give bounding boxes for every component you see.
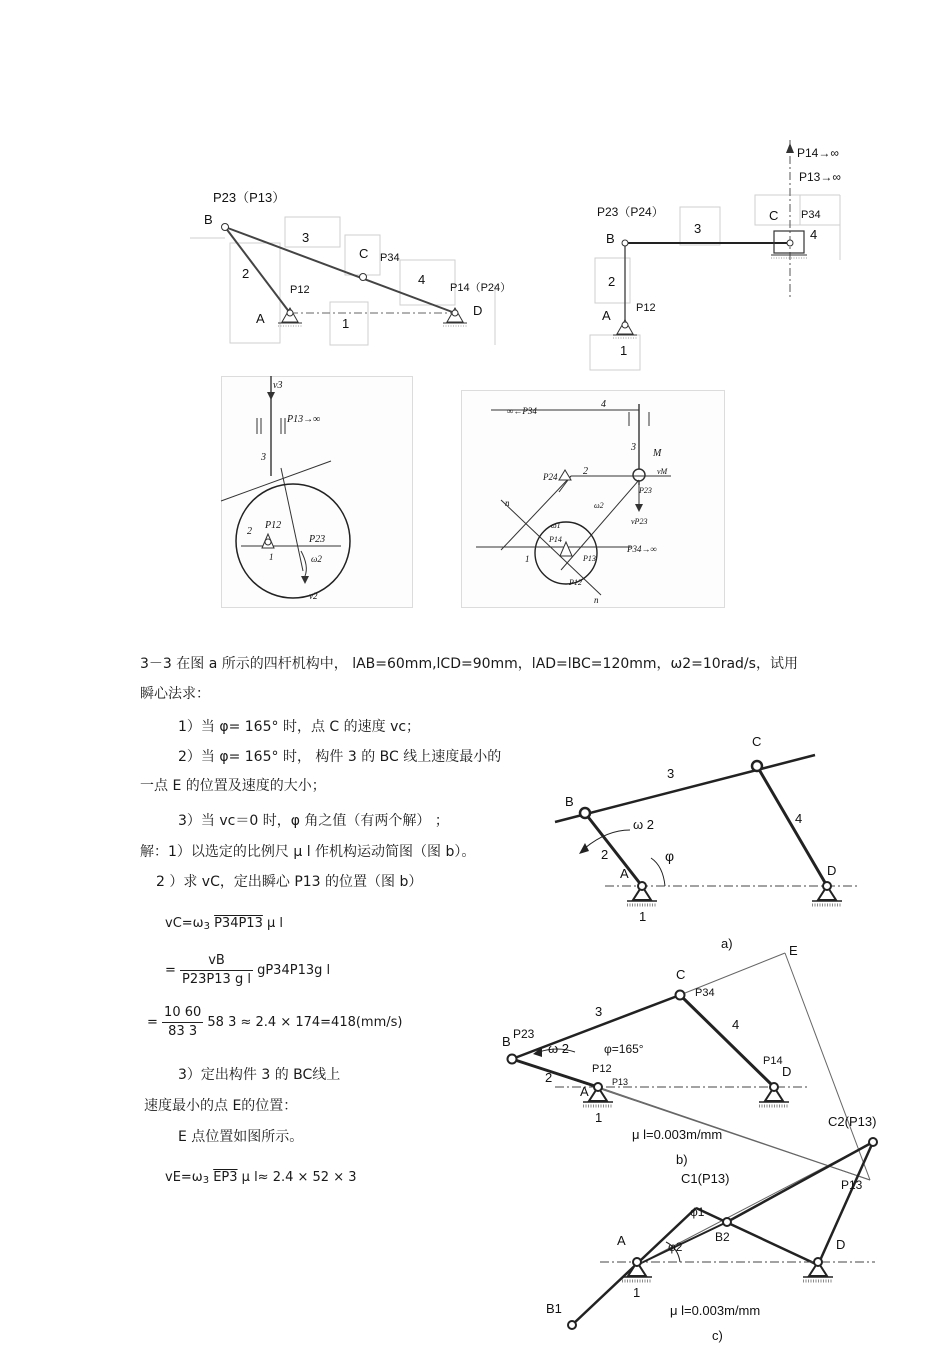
label-p34: P34	[380, 252, 400, 264]
label-phi1: φ1	[690, 1205, 705, 1219]
label-p12: P12	[265, 520, 282, 531]
label-4: 4	[795, 811, 803, 826]
label-3: 3	[667, 766, 675, 781]
label-p13: P13	[612, 1077, 629, 1087]
joint-c	[752, 761, 762, 771]
eq4-sub: 3	[202, 1175, 210, 1186]
label-p14-p24: P14（P24）	[450, 282, 512, 294]
label-a: A	[620, 866, 629, 881]
eq3-eq: =	[147, 1015, 158, 1030]
label-c: C	[359, 246, 369, 261]
label-p12: P12	[636, 302, 656, 314]
link-4	[818, 1142, 873, 1265]
label-b: B	[502, 1034, 511, 1049]
label-4: 4	[810, 227, 818, 242]
caption-c: c)	[712, 1328, 723, 1343]
label-b: B	[606, 231, 615, 246]
label-b1: B1	[546, 1301, 562, 1316]
label-1: 1	[620, 343, 628, 358]
eq2-fraction	[180, 952, 253, 989]
label-p14: P14	[763, 1055, 783, 1067]
eq4-segment: EP3	[213, 1170, 238, 1185]
arrow-down-icon-2	[301, 576, 309, 584]
label-p13: P13	[583, 554, 596, 563]
link-4	[680, 995, 774, 1087]
label-p24: P24	[543, 472, 558, 482]
problem-line-2: 瞬心法求：	[140, 686, 210, 702]
joint-b	[580, 808, 590, 818]
joint-b1	[568, 1321, 576, 1329]
label-1: 1	[269, 552, 274, 562]
joint-c	[676, 991, 685, 1000]
label-2: 2	[242, 266, 250, 281]
label-2: 2	[247, 526, 252, 537]
label-3: 3	[631, 442, 636, 453]
label-p23-p24: P23（P24）	[597, 205, 664, 219]
question-2a: 2）当 φ= 165° 时， 构件 3 的 BC 线上速度最小的	[178, 749, 502, 765]
eq3-den: 83 3	[168, 1024, 198, 1039]
equation-1	[165, 915, 283, 936]
label-1: 1	[595, 1110, 603, 1125]
joint-b	[508, 1055, 517, 1064]
question-1: 1）当 φ= 165° 时，点 C 的速度 vc；	[178, 719, 421, 735]
label-p34-inf-2: P34→∞	[627, 544, 657, 554]
label-omega1: ω1	[551, 521, 561, 530]
label-omega2: ω2	[311, 554, 322, 564]
figure-mechanism	[461, 390, 725, 608]
ground-a	[627, 882, 657, 905]
label-p23: P23	[513, 1027, 535, 1041]
label-p12: P12	[569, 578, 582, 587]
label-d: D	[782, 1064, 792, 1079]
label-4: 4	[601, 399, 606, 410]
label-v2: v2	[309, 591, 318, 601]
question-3: 3）当 vc＝0 时，φ 角之值（有两个解） ；	[178, 813, 449, 829]
label-omega2: ω 2	[633, 817, 654, 832]
label-p23: P23	[309, 534, 326, 545]
pivot-p24	[559, 470, 571, 480]
label-vm: vM	[657, 467, 668, 476]
equation-4	[165, 1169, 357, 1190]
label-m: M	[653, 448, 662, 459]
eq2-den: P23P13 g l	[182, 972, 251, 987]
label-p12: P12	[592, 1063, 612, 1075]
label-scale: μ l=0.003m/mm	[632, 1127, 723, 1142]
link-2	[512, 1059, 598, 1087]
label-boxes	[590, 195, 840, 370]
ground-d	[759, 1083, 789, 1106]
eq2-num: vB	[180, 952, 253, 971]
label-1: 1	[342, 316, 350, 331]
tangent-line	[221, 461, 331, 501]
eq4-rest: μ l≈ 2.4 × 52 × 3	[237, 1170, 357, 1185]
label-d: D	[827, 863, 837, 878]
joint-b	[222, 224, 229, 231]
label-c1-p13: C1(P13)	[681, 1171, 730, 1186]
caption-a: a)	[721, 936, 733, 951]
label-3: 3	[302, 230, 310, 245]
arrow-up-icon	[786, 143, 794, 153]
label-p14: P14	[549, 535, 562, 544]
step-3c: E 点位置如图所示。	[178, 1129, 304, 1145]
label-d: D	[473, 303, 483, 318]
eq2-eq: =	[165, 963, 176, 978]
joint-c	[360, 274, 367, 281]
label-p34: P34	[695, 987, 715, 999]
label-a: A	[602, 308, 611, 323]
eq1-sub: 3	[203, 921, 210, 932]
phi-arc	[651, 858, 665, 886]
label-a: A	[256, 311, 265, 326]
label-p34-inf: ∞←P34	[507, 406, 537, 416]
label-d: D	[836, 1237, 846, 1252]
step-3b: 速度最小的点 E的位置：	[144, 1098, 298, 1114]
label-p13: P13	[841, 1178, 863, 1192]
figure-top-right	[585, 140, 865, 375]
label-phi165: φ=165°	[604, 1042, 644, 1056]
label-p13-inf: P13→∞	[799, 170, 841, 184]
label-4: 4	[418, 272, 426, 287]
label-1: 1	[639, 909, 647, 924]
arrow-down-icon	[635, 504, 643, 512]
figure-top-left	[180, 180, 530, 350]
label-phi2: φ2	[668, 1240, 683, 1254]
label-e: E	[789, 943, 798, 958]
label-2: 2	[545, 1070, 553, 1085]
label-vp23: vP23	[631, 517, 648, 526]
arrow-down-icon	[267, 392, 275, 400]
label-a: A	[580, 1084, 589, 1099]
label-3: 3	[261, 452, 266, 463]
equation-2	[165, 952, 330, 989]
figure-a	[545, 730, 865, 955]
label-p34: P34	[801, 209, 821, 221]
figure-c	[540, 1110, 900, 1345]
label-1: 1	[633, 1285, 641, 1300]
label-b: B	[565, 794, 574, 809]
ground-a	[613, 320, 637, 338]
ground-d	[812, 882, 842, 905]
question-2b: 一点 E 的位置及速度的大小；	[140, 778, 326, 794]
label-p13-inf: P13→∞	[287, 414, 321, 425]
joint-c	[787, 240, 793, 246]
figure-cam	[221, 376, 413, 608]
link-4	[757, 766, 827, 886]
label-omega2: ω 2	[548, 1041, 569, 1056]
label-p14-inf: P14→∞	[797, 146, 839, 160]
eq3-fraction	[162, 1004, 203, 1041]
label-2: 2	[608, 274, 616, 289]
joint-p23	[633, 469, 645, 481]
label-4: 4	[732, 1017, 740, 1032]
label-v3: v3	[273, 380, 283, 391]
joint-b	[622, 240, 628, 246]
label-3: 3	[595, 1004, 603, 1019]
label-p12: P12	[290, 284, 310, 296]
eq1-mu: μ l	[266, 916, 283, 931]
label-2: 2	[583, 466, 588, 477]
label-b: B	[204, 212, 213, 227]
label-c2-p13: C2(P13)	[828, 1114, 877, 1129]
equation-3	[147, 1004, 402, 1041]
eq4-lhs: vE=ω	[165, 1170, 203, 1185]
label-omega2: ω2	[594, 501, 604, 510]
solution-1: 解：1）以选定的比例尺 μ l 作机构运动简图（图 b）。	[140, 844, 476, 860]
label-a: A	[617, 1233, 626, 1248]
label-scale: μ l=0.003m/mm	[670, 1303, 761, 1318]
eq3-rest: 58 3 ≈ 2.4 × 174=418(mm/s)	[207, 1015, 403, 1030]
label-b2: B2	[715, 1230, 730, 1244]
label-n-bottom: n	[594, 595, 599, 605]
label-phi: φ	[665, 848, 675, 864]
solution-2: 2 ）求 vC，定出瞬心 P13 的位置（图 b）	[156, 874, 423, 890]
label-p23: P23	[639, 486, 652, 495]
omega-arc	[585, 830, 630, 848]
eq2-rest: gP34P13g l	[257, 963, 331, 978]
joint-c2	[869, 1138, 877, 1146]
label-c: C	[676, 967, 686, 982]
label-c: C	[769, 208, 779, 223]
joint-b2	[723, 1218, 731, 1226]
ground-a	[622, 1258, 652, 1281]
label-2: 2	[601, 847, 609, 862]
eq3-num: 10 60	[162, 1004, 203, 1023]
link-3	[555, 755, 815, 822]
label-c: C	[752, 734, 762, 749]
label-p23-p13: P23（P13）	[213, 190, 286, 205]
pivot-p14	[560, 542, 572, 556]
label-3: 3	[694, 221, 702, 236]
caption-b: b)	[676, 1152, 688, 1167]
label-n-top: n	[505, 498, 510, 508]
step-3a: 3）定出构件 3 的 BC线上	[178, 1067, 341, 1083]
cam-disc	[236, 484, 350, 598]
eq1-segment: P34P13	[214, 916, 263, 931]
ground-a	[278, 308, 302, 326]
problem-line-1: 3－3 在图 a 所示的四杆机构中， lAB=60mm,lCD=90mm，lAD=lBC=120mm，ω2=10rad/s，试用	[140, 656, 798, 672]
eq1-lhs: vC=ω	[165, 916, 204, 931]
label-1: 1	[525, 554, 530, 564]
omega-arrow-icon	[579, 843, 589, 854]
